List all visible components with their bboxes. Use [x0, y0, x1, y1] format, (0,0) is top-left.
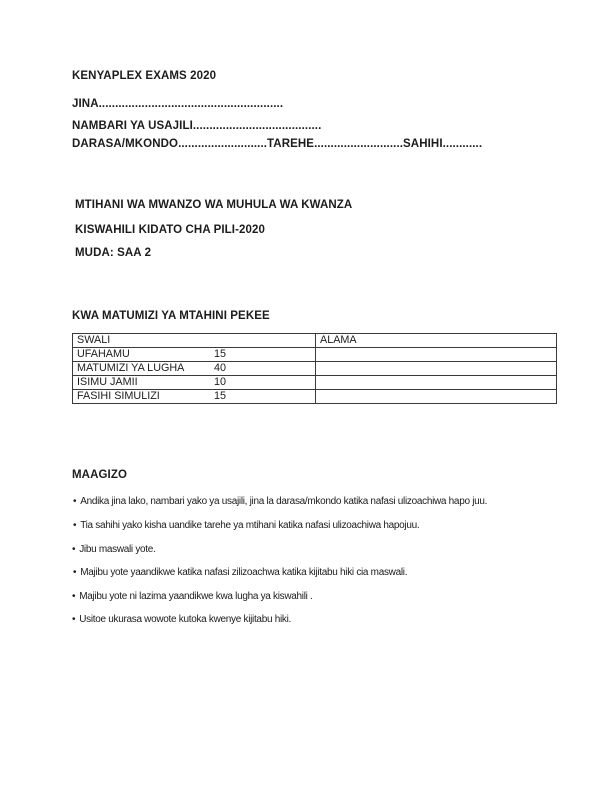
instruction-text: Majibu yote yaandikwe katika nafasi zilizoachwa katika kijitabu hiki cia maswali.	[80, 567, 408, 578]
question-cell	[73, 362, 316, 376]
alama-cell	[316, 390, 557, 404]
bullet-icon: •	[73, 567, 77, 578]
question-label: ISIMU JAMII	[77, 376, 138, 388]
marks-table-header-row	[73, 334, 557, 348]
marks-value: 15	[214, 348, 227, 360]
alama-cell	[316, 362, 557, 376]
question-cell	[73, 348, 316, 362]
bullet-icon: •	[72, 544, 76, 555]
instruction-item	[73, 520, 419, 532]
marks-value: 40	[214, 362, 227, 374]
alama-cell	[316, 348, 557, 362]
instructions-heading: MAAGIZO	[72, 469, 127, 481]
question-cell	[73, 376, 316, 390]
table-row	[73, 348, 557, 362]
instruction-text: Jibu maswali yote.	[79, 544, 156, 555]
marks-table	[72, 333, 540, 404]
duration-line: MUDA: SAA 2	[75, 247, 152, 259]
question-label: UFAHAMU	[77, 348, 130, 360]
header-swali: SWALI	[73, 334, 316, 348]
table-row	[73, 376, 557, 390]
marks-value: 15	[214, 390, 227, 402]
bullet-icon: •	[72, 591, 76, 602]
instruction-item	[72, 544, 156, 556]
examiner-section-heading: KWA MATUMIZI YA MTAHINI PEKEE	[72, 310, 270, 322]
header-alama: ALAMA	[316, 334, 557, 348]
bullet-icon: •	[72, 614, 76, 625]
bullet-icon: •	[73, 520, 77, 531]
question-label: FASIHI SIMULIZI	[77, 390, 160, 402]
table-row	[73, 362, 557, 376]
exam-title: KENYAPLEX EXAMS 2020	[72, 70, 217, 82]
instruction-text: Usitoe ukurasa wowote kutoka kwenye kijitabu hiki.	[79, 614, 291, 625]
instruction-item	[73, 496, 487, 508]
class-date-signature-fill-line: DARASA/MKONDO...........................TAREHE...........................SAHIHI............	[72, 138, 483, 150]
instruction-item	[73, 567, 407, 579]
marks-value: 10	[214, 376, 227, 388]
instruction-text: Andika jina lako, nambari yako ya usajili, jina la darasa/mkondo katika nafasi ulizoachiwa hapo juu.	[80, 496, 488, 507]
session-title: MTIHANI WA MWANZO WA MUHULA WA KWANZA	[75, 199, 353, 211]
registration-fill-line: NAMBARI YA USAJILI.......................................	[72, 120, 322, 132]
alama-cell	[316, 376, 557, 390]
instruction-item	[72, 591, 313, 603]
question-label: MATUMIZI YA LUGHA	[77, 362, 185, 374]
table-row	[73, 390, 557, 404]
subject-title: KISWAHILI KIDATO CHA PILI-2020	[75, 224, 266, 236]
bullet-icon: •	[73, 496, 77, 507]
instruction-item	[72, 614, 291, 626]
instruction-text: Majibu yote ni lazima yaandikwe kwa lugha ya kiswahili .	[79, 591, 313, 602]
instruction-text: Tia sahihi yako kisha uandike tarehe ya mtihani katika nafasi ulizoachiwa hapojuu.	[80, 520, 420, 531]
name-fill-line: JINA........................................................	[72, 98, 284, 110]
question-cell	[73, 390, 316, 404]
